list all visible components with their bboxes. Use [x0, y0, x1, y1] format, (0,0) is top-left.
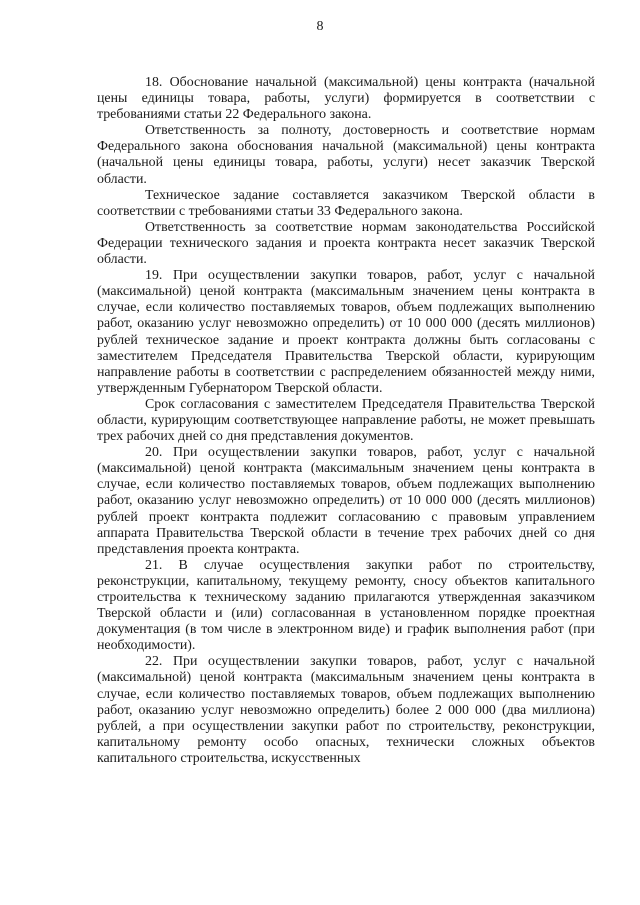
paragraph-technical-task: Техническое задание составляется заказчиком Тверской области в соответствии с требованиями статьи 33 Федерального закона.: [97, 187, 595, 219]
paragraph-21: 21. В случае осуществления закупки работ по строительству, реконструкции, капитальному, текущему ремонту, сносу объектов капитального строительства к техническому заданию прилагаются утвержденная заказчиком Тверской области и (или) согласованная в установленном порядке проектная документация (в том числе в электронном виде) и график выполнения работ (при необходимости).: [97, 557, 595, 654]
paragraph-19: 19. При осуществлении закупки товаров, работ, услуг с начальной (максимальной) ценой контракта (максимальным значением цены контракта в случае, если количество поставляемых товаров, объем подлежащих выполнению работ, оказанию услуг невозможно определить) от 10 000 000 (десять миллионов) рублей техническое задание и проект контракта должны быть согласованы с заместителем Председателя Правительства Тверской области, курирующим направление работы в соответствии с распределением обязанностей между ними, утвержденным Губернатором Тверской области.: [97, 268, 595, 396]
document-body: [97, 75, 595, 767]
paragraph-22: 22. При осуществлении закупки товаров, работ, услуг с начальной (максимальной) ценой контракта (максимальным значением цены контракта в случае, если количество поставляемых товаров, объем подлежащих выполнению работ, оказанию услуг невозможно определить) более 2 000 000 (два миллиона) рублей, а при осуществлении закупки работ по строительству, реконструкции, капитальному ремонту особо опасных, технически сложных объектов капитального строительства, искусственных: [97, 654, 595, 766]
paragraph-18: 18. Обоснование начальной (максимальной) цены контракта (начальной цены единицы товара, работы, услуги) формируется в соответствии с требованиями статьи 22 Федерального закона.: [97, 75, 595, 123]
page-number: 8: [316, 19, 324, 34]
paragraph-technical-task-responsibility: Ответственность за соответствие нормам законодательства Российской Федерации технического задания и проекта контракта несет заказчик Тверской области.: [97, 219, 595, 268]
paragraph-19-approval-term: Срок согласования с заместителем Председателя Правительства Тверской области, курирующим соответствующее направление работы, не может превышать трех рабочих дней со дня представления документов.: [97, 396, 595, 445]
paragraph-20: 20. При осуществлении закупки товаров, работ, услуг с начальной (максимальной) ценой контракта (максимальным значением цены контракта в случае, если количество поставляемых товаров, объем подлежащих выполнению работ, оказанию услуг невозможно определить) от 10 000 000 (десять миллионов) рублей проект контракта подлежит согласованию с правовым управлением аппарата Правительства Тверской области в течение трех рабочих дней со дня представления проекта контракта.: [97, 445, 595, 557]
paragraph-18-responsibility: Ответственность за полноту, достоверность и соответствие нормам Федерального закона обоснования начальной (максимальной) цены контракта (начальной цены единицы товара, работы, услуги) несет заказчик Тверской области.: [97, 123, 595, 187]
